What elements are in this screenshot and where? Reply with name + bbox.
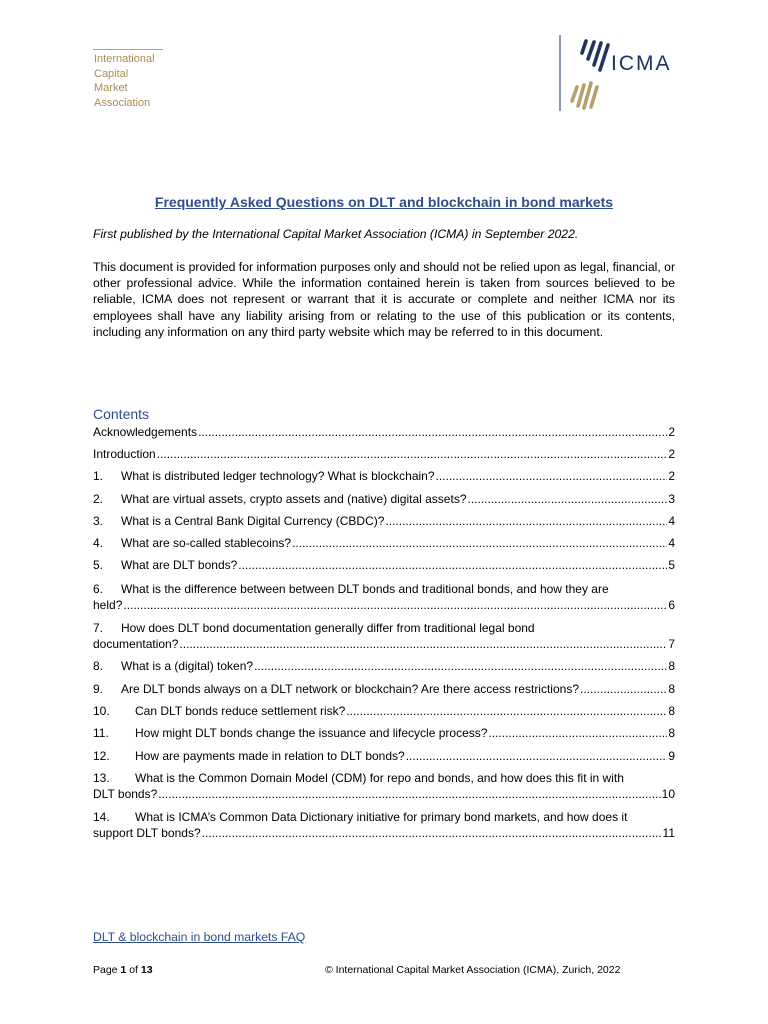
- toc-page: 2: [668, 425, 675, 439]
- toc-number: 6.: [93, 582, 104, 596]
- toc-number: 12.: [93, 749, 110, 763]
- toc-number: 9.: [93, 682, 104, 696]
- toc-number: 10.: [93, 704, 110, 718]
- toc-entry-13[interactable]: [93, 771, 675, 802]
- association-name-line: International: [94, 53, 155, 65]
- toc-leader: [254, 659, 667, 675]
- toc-entry-5[interactable]: [93, 558, 675, 574]
- toc-title: How does DLT bond documentation generally differ from traditional legal bond: [121, 621, 535, 635]
- toc-number: 8.: [93, 659, 104, 673]
- contents-heading: Contents: [93, 406, 150, 422]
- toc-number: 5.: [93, 558, 104, 572]
- toc-title-continued: DLT bonds?: [93, 786, 158, 801]
- association-name-line: Association: [94, 96, 151, 109]
- toc-number: 4.: [93, 536, 104, 550]
- toc-leader: [468, 492, 668, 508]
- toc-page: 2: [668, 447, 675, 461]
- footer-faq-link[interactable]: DLT & blockchain in bond markets FAQ: [93, 930, 306, 944]
- association-name: [94, 52, 155, 110]
- toc-title: Are DLT bonds always on a DLT network or blockchain? Are there access restrictions?: [121, 682, 579, 696]
- toc-title: What are virtual assets, crypto assets and (native) digital assets?: [121, 492, 467, 506]
- toc-page: 10: [661, 786, 675, 801]
- toc-entry-7[interactable]: [93, 621, 675, 652]
- toc-leader: [385, 514, 667, 530]
- toc-leader: [198, 425, 667, 441]
- toc-number: 2.: [93, 492, 104, 506]
- toc-title: Can DLT bonds reduce settlement risk?: [135, 704, 346, 718]
- toc-leader: [436, 469, 668, 485]
- toc-title: What is a Central Bank Digital Currency (CBDC)?: [121, 514, 385, 528]
- toc-number: 14.: [93, 810, 110, 824]
- toc-number: 13.: [93, 771, 110, 785]
- toc-leader: [406, 749, 668, 765]
- toc-entry-11[interactable]: [93, 726, 675, 742]
- toc-number: 11.: [93, 726, 109, 740]
- toc-page: 4: [668, 536, 675, 550]
- toc-title-continued: documentation?: [93, 636, 179, 651]
- toc-entry-6[interactable]: [93, 582, 675, 613]
- toc-entry-9[interactable]: [93, 682, 675, 698]
- toc-leader: [580, 682, 667, 698]
- toc-entry-acknowledgements[interactable]: [93, 425, 675, 441]
- toc-page: 6: [668, 597, 675, 612]
- toc-title: Acknowledgements: [93, 425, 198, 439]
- toc-entry-8[interactable]: [93, 659, 675, 675]
- toc-number: 3.: [93, 514, 104, 528]
- toc-title: What are DLT bonds?: [121, 558, 238, 572]
- toc-leader: [202, 826, 662, 842]
- toc-title: How might DLT bonds change the issuance and lifecycle process?: [135, 726, 488, 740]
- toc-entry-10[interactable]: [93, 704, 675, 720]
- page-total: 13: [140, 964, 153, 976]
- toc-page: 11: [662, 825, 675, 840]
- toc-page: 5: [668, 558, 675, 572]
- toc-entry-introduction[interactable]: [93, 447, 675, 463]
- toc-leader: [158, 787, 660, 803]
- toc-page: 8: [668, 704, 675, 718]
- toc-title: What are so-called stablecoins?: [121, 536, 292, 550]
- toc-page: 8: [668, 659, 675, 673]
- toc-leader: [292, 536, 667, 552]
- document-title: Frequently Asked Questions on DLT and blockchain in bond markets: [154, 194, 614, 210]
- toc-page: 4: [668, 514, 675, 528]
- toc-title: How are payments made in relation to DLT bonds?: [135, 749, 405, 763]
- icma-logo-text: ICMA: [611, 52, 672, 75]
- association-name-line: Capital: [94, 67, 129, 80]
- toc-leader: [179, 637, 667, 653]
- header-rule: [93, 49, 163, 50]
- toc-title: What is distributed ledger technology? What is blockchain?: [121, 469, 435, 483]
- toc-title-continued: support DLT bonds?: [93, 825, 201, 840]
- page-label: Page: [93, 964, 118, 976]
- page-counter: [93, 964, 153, 976]
- toc-entry-2[interactable]: [93, 492, 675, 508]
- toc-title: What is the Common Domain Model (CDM) for repo and bonds, and how does this fit in with: [135, 771, 624, 785]
- toc-number: 7.: [93, 621, 104, 635]
- association-name-line: Market: [94, 82, 128, 94]
- toc-leader: [346, 704, 667, 720]
- toc-leader: [488, 726, 667, 742]
- toc-page: 8: [668, 682, 675, 696]
- toc-entry-1[interactable]: [93, 469, 675, 485]
- publication-note: First published by the International Capital Market Association (ICMA) in September 2022.: [93, 227, 579, 241]
- toc-page: 3: [668, 492, 675, 506]
- toc-page: 8: [668, 726, 675, 740]
- toc-title: What is the difference between between DLT bonds and traditional bonds, and how they are: [121, 582, 609, 596]
- toc-page: 7: [668, 636, 675, 651]
- page-current: 1: [120, 964, 127, 976]
- toc-title-continued: held?: [93, 597, 123, 612]
- toc-leader: [123, 598, 667, 614]
- disclaimer-paragraph: This document is provided for information purposes only and should not be relied upon as legal, financial, or other professional advice. While the information contained herein is taken from sources believed to be reliable, ICMA does not represent or warrant that it is accurate or complete and neither ICMA nor its employees shall have any liability arising from or relating to the use of this publication or its contents, including any information on any third party website which may be referred to in this document.: [93, 260, 675, 339]
- toc-title: What is a (digital) token?: [121, 659, 254, 673]
- toc-number: 1.: [93, 469, 104, 483]
- toc-entry-14[interactable]: [93, 810, 675, 841]
- toc-entry-12[interactable]: [93, 749, 675, 765]
- toc-page: 2: [668, 469, 675, 483]
- toc-title: What is ICMA’s Common Data Dictionary initiative for primary bond markets, and how does it: [135, 810, 628, 824]
- page-of-label: of: [129, 964, 138, 976]
- toc-entry-4[interactable]: [93, 536, 675, 552]
- toc-leader: [157, 447, 668, 463]
- toc-leader: [238, 558, 667, 574]
- toc-title: Introduction: [93, 447, 156, 461]
- toc-entry-3[interactable]: [93, 514, 675, 530]
- toc-page: 9: [668, 749, 675, 763]
- copyright-notice: © International Capital Market Association (ICMA), Zurich, 2022: [325, 964, 621, 976]
